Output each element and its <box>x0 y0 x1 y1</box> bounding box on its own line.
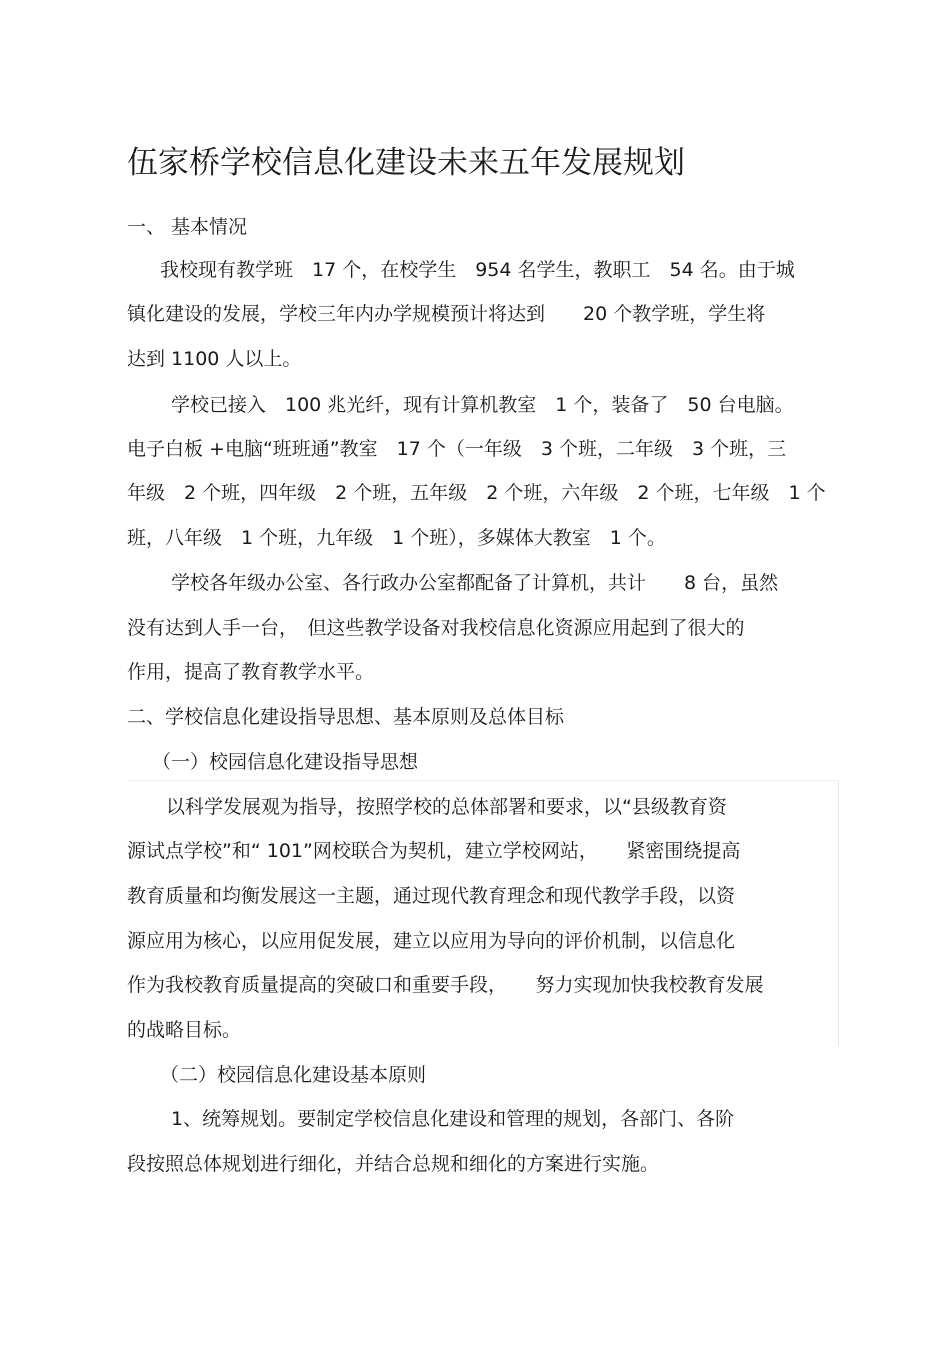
paragraph-line: 我校现有教学班 17 个，在校学生 954 名学生，教职工 54 名。由于城 <box>160 259 795 281</box>
paragraph-line: 达到 1100 人以上。 <box>127 348 302 370</box>
section-heading: 一、 基本情况 <box>127 216 248 238</box>
paragraph-line: 1、统筹规划。要制定学校信息化建设和管理的规划，各部门、各阶 <box>171 1108 735 1130</box>
paragraph-line: 段按照总体规划进行细化，并结合总规和细化的方案进行实施。 <box>127 1153 660 1175</box>
paragraph-line: 作用，提高了教育教学水平。 <box>127 661 375 683</box>
paragraph-line: 作为我校教育质量提高的突破口和重要手段， 努力实现加快我校教育发展 <box>127 974 764 996</box>
paragraph-line: 学校各年级办公室、各行政办公室都配备了计算机，共计 8 台，虽然 <box>171 572 779 594</box>
section-heading: 二、学校信息化建设指导思想、基本原则及总体目标 <box>127 706 565 728</box>
subsection-heading: （二）校园信息化建设基本原则 <box>160 1064 427 1086</box>
paragraph-line: 镇化建设的发展，学校三年内办学规模预计将达到 20 个教学班，学生将 <box>127 303 766 325</box>
paragraph-line: 电子白板 +电脑“班班通”教室 17 个（一年级 3 个班，二年级 3 个班，三 <box>127 438 787 460</box>
subsection-heading: （一）校园信息化建设指导思想 <box>152 751 419 773</box>
paragraph-line: 教育质量和均衡发展这一主题，通过现代教育理念和现代教学手段，以资 <box>127 885 736 907</box>
text-frame-right-border <box>838 780 839 1046</box>
paragraph-line: 年级 2 个班，四年级 2 个班，五年级 2 个班，六年级 2 个班，七年级 1 个 <box>127 482 826 504</box>
text-frame-top-border <box>127 780 839 781</box>
paragraph-line: 的战略目标。 <box>127 1019 242 1041</box>
paragraph-line: 班，八年级 1 个班，九年级 1 个班），多媒体大教室 1 个。 <box>127 527 666 549</box>
paragraph-line: 没有达到人手一台， 但这些教学设备对我校信息化资源应用起到了很大的 <box>127 617 745 639</box>
paragraph-line: 学校已接入 100 兆光纤，现有计算机教室 1 个，装备了 50 台电脑。 <box>171 394 794 416</box>
paragraph-line: 以科学发展观为指导，按照学校的总体部署和要求，以“县级教育资 <box>166 796 727 818</box>
paragraph-line: 源应用为核心，以应用促发展，建立以应用为导向的评价机制，以信息化 <box>127 930 736 952</box>
document-title: 伍家桥学校信息化建设未来五年发展规划 <box>127 145 685 181</box>
paragraph-line: 源试点学校”和“ 101”网校联合为契机，建立学校网站， 紧密围绕提高 <box>127 840 741 862</box>
